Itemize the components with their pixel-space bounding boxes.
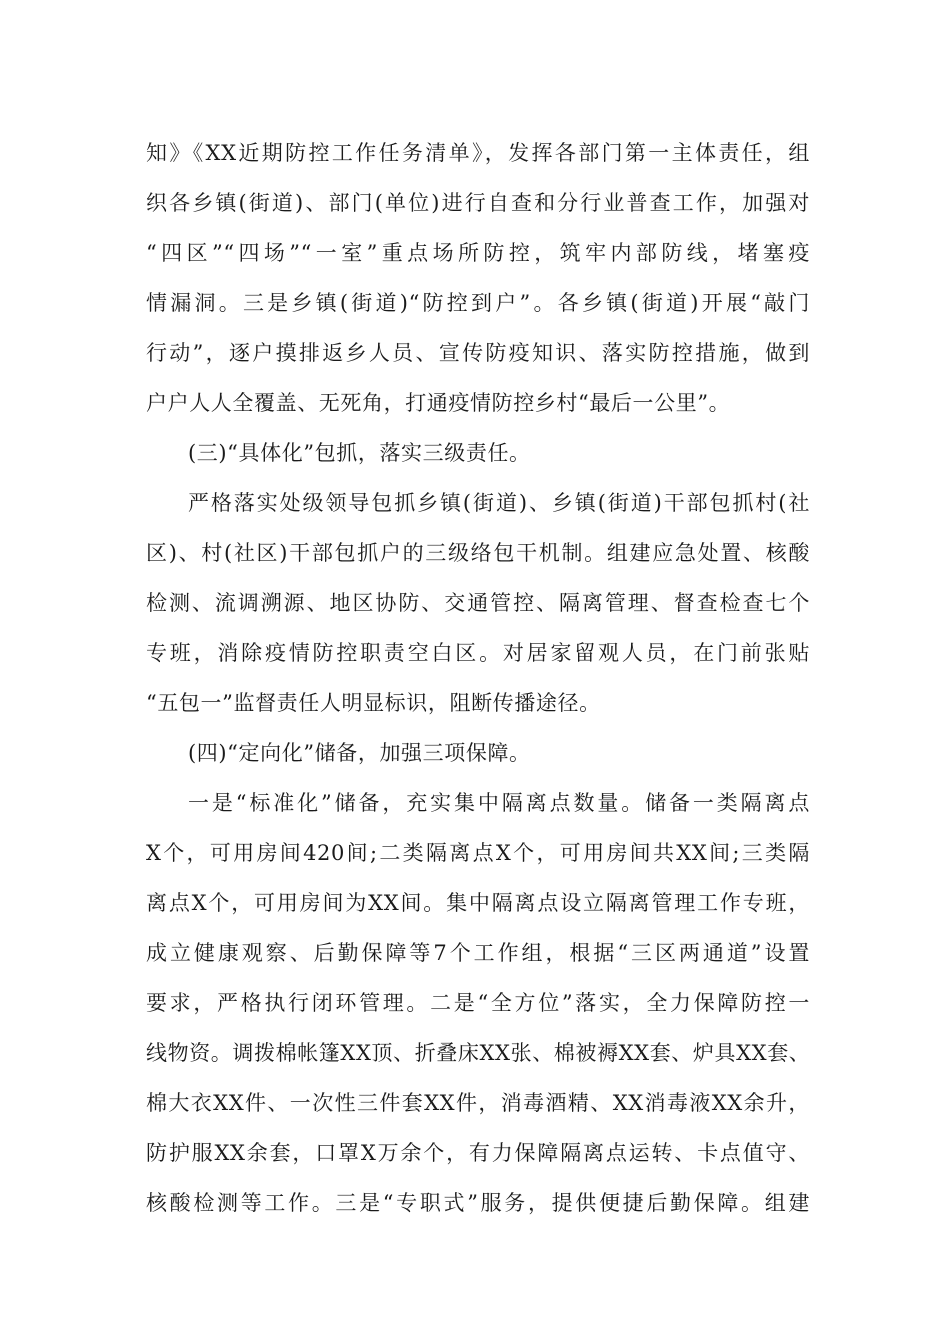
heading-line: (四)“定向化”储备，加强三项保障。 — [188, 741, 531, 765]
text-line: 成立健康观察、后勤保障等7个工作组，根据“三区两通道”设置 — [146, 941, 810, 965]
text-line: X个，可用房间420间;二类隔离点X个，可用房间共XX间;三类隔 — [146, 841, 810, 865]
document-body — [146, 128, 810, 1228]
text-line: 户户人人全覆盖、无死角，打通疫情防控乡村“最后一公里”。 — [146, 391, 731, 415]
text-line: 线物资。调拨棉帐篷XX顶、折叠床XX张、棉被褥XX套、炉具XX套、 — [146, 1041, 811, 1065]
paragraph-three-level-responsibility — [146, 478, 810, 728]
text-line: “四区”“四场”“一室”重点场所防控，筑牢内部防线，堵塞疫 — [146, 241, 810, 265]
text-line: 防护服XX余套，口罩X万余个，有力保障隔离点运转、卡点值守、 — [146, 1141, 810, 1165]
text-line: 情漏洞。三是乡镇(街道)“防控到户”。各乡镇(街道)开展“敲门 — [146, 291, 810, 315]
paragraph-three-guarantees — [146, 778, 810, 1228]
text-line: 行动”，逐户摸排返乡人员、宣传防疫知识、落实防控措施，做到 — [146, 341, 810, 365]
text-line: 严格落实处级领导包抓乡镇(街道)、乡镇(街道)干部包抓村(社 — [188, 491, 810, 515]
text-line: 检测、流调溯源、地区协防、交通管控、隔离管理、督查检查七个 — [146, 591, 810, 615]
heading-line: (三)“具体化”包抓，落实三级责任。 — [188, 441, 531, 465]
text-line: 棉大衣XX件、一次性三件套XX件，消毒酒精、XX消毒液XX余升， — [146, 1091, 810, 1115]
text-line: 要求，严格执行闭环管理。二是“全方位”落实，全力保障防控一 — [146, 991, 810, 1015]
text-line: 专班，消除疫情防控职责空白区。对居家留观人员，在门前张贴 — [146, 641, 810, 665]
paragraph-prevention-measures — [146, 128, 810, 428]
text-line: 织各乡镇(街道)、部门(单位)进行自查和分行业普查工作，加强对 — [146, 191, 810, 215]
section-heading-four — [146, 728, 810, 778]
text-line: 区)、村(社区)干部包抓户的三级络包干机制。组建应急处置、核酸 — [146, 541, 810, 565]
text-line: “五包一”监督责任人明显标识，阻断传播途径。 — [146, 691, 601, 715]
text-line: 一是“标准化”储备，充实集中隔离点数量。储备一类隔离点 — [188, 791, 810, 815]
text-line: 核酸检测等工作。三是“专职式”服务，提供便捷后勤保障。组建 — [146, 1191, 810, 1215]
section-heading-three — [146, 428, 810, 478]
text-line: 离点X个，可用房间为XX间。集中隔离点设立隔离管理工作专班， — [146, 891, 810, 915]
text-line: 知》《XX近期防控工作任务清单》，发挥各部门第一主体责任，组 — [146, 141, 810, 165]
